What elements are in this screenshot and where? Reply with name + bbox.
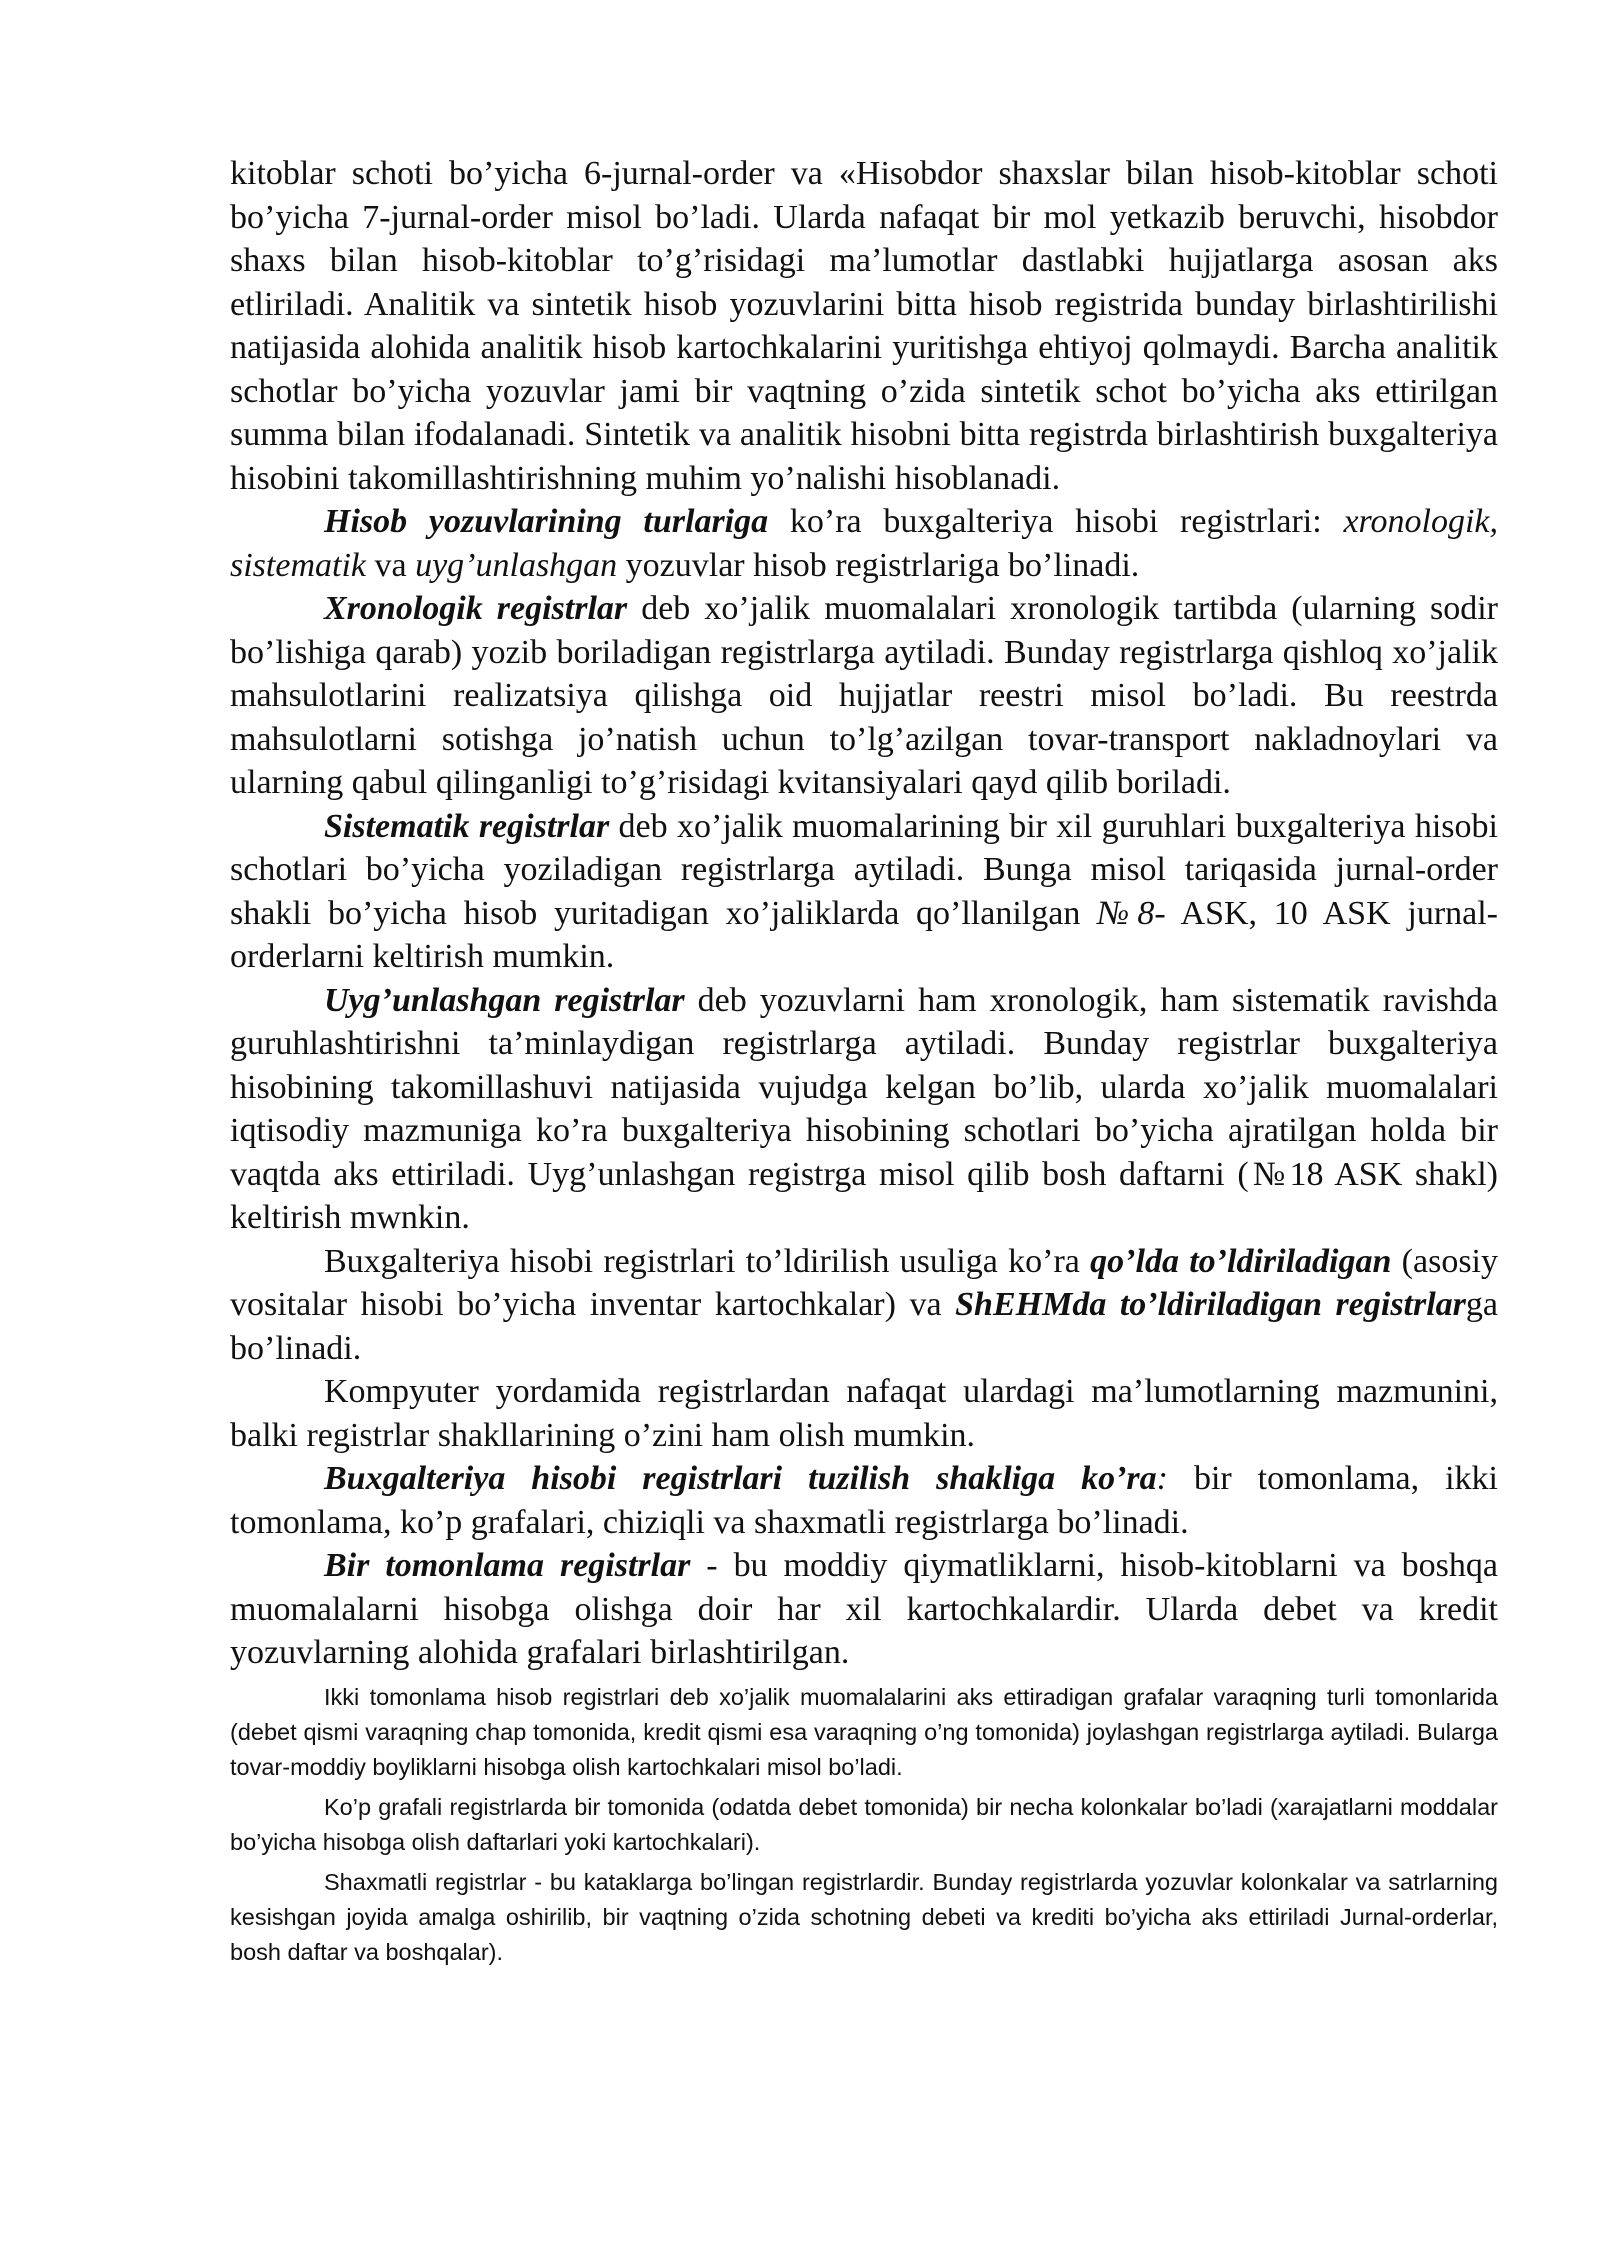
- text-segment: deb xo’jalik muomalarining bir xil guruhlari buxgalteriya hisobi schotlari bo’yicha yoziladigan registrlarga aytiladi. Bunga misol tariqasida jurnal-order shakli bo’yicha hisob yuritadigan xo’jaliklarda qo’llanilgan: [230, 807, 1498, 932]
- text-segment: va: [365, 546, 416, 584]
- term-manual: qo’lda to’ldiriladigan: [1090, 1242, 1392, 1280]
- paragraph-computer: Kompyuter yordamida registrlardan nafaqat ulardagi ma’lumotlarning mazmunini, balki registrlar shakllarining o’zini ham olish mumkin.: [230, 1373, 1498, 1454]
- paragraph-one-sided: [230, 1544, 1498, 1675]
- paragraph-journal-orders: kitoblar schoti bo’yicha 6-jurnal-order va «Hisobdor shaxslar bilan hisob-kitoblar schoti bo’yicha 7-jurnal-order misol bo’ladi. Ularda nafaqat bir mol yetkazib beruvchi, hisobdor shaxs bilan hisob-kitoblar to’g’risidagi ma’lumotlar dastlabki hujjatlarga asosan aks etliriladi. Analitik va sintetik hisob yozuvlarini bitta hisob registrida bunday birlashtirilishi natijasida alohida analitik hisob kartochkalarini yuritishga ehtiyoj qolmaydi. Barcha analitik schotlar bo’yicha yozuvlar jami bir vaqtning o’zida sintetik schot bo’yicha aks ettirilgan summa bilan ifodalanadi. Sintetik va analitik hisobni bitta registrda birlashtirish buxgalteriya hisobini takomillashtirishning muhim yo’nalishi hisoblanadi.: [230, 155, 1498, 497]
- term-chronological: Xronologik registrlar: [324, 590, 628, 627]
- text-segment: bir tomonlama, ikki tomonlama, ko’p grafalari, chiziqli va shaxmatli registrlarga bo’linadi.: [230, 1460, 1499, 1541]
- term-one-sided: Bir tomonlama registrlar: [324, 1547, 691, 1584]
- text-segment: - ASK, 10 ASK jurnal-orderlarni keltirish mumkin.: [230, 894, 1499, 975]
- italic-types: xronologik, sistematik: [230, 503, 1499, 584]
- paragraph-multi-column: Ko’p grafali registrlarda bir tomonida (odatda debet tomonida) bir necha kolonkalar bo’ladi (xarajatlarni moddalar bo’yicha hisobga olish daftarlari yoki kartochkalari).: [230, 1793, 1498, 1855]
- italic-type: uyg’unlashgan: [415, 546, 618, 584]
- text-segment: deb xo’jalik muomalalari xronologik tartibda (ularning sodir bo’lishiga qarab) yozib boriladigan registrlarga aytiladi. Bunday registrlarga qishloq xo’jalik mahsulotlarini realizatsiya qilishga oid hujjatlar reestri misol bo’ladi. Bu reestrda mahsulotlarni sotishga jo’natish uchun to’lg’azilgan tovar-transport nakladnoylari va ularning qabul qilinganligi to’g’risidagi kvitansiyalari qayd qilib boriladi.: [230, 590, 1498, 801]
- text-segment: - bu moddiy qiymatliklarni, hisob-kitoblarni va boshqa muomalalarni hisobga olishga doir har xil kartochkalardir. Ularda debet va kredit yozuvlarning alohida grafalari birlashtirilgan.: [230, 1547, 1498, 1671]
- text-segment: Buxgalteriya hisobi registrlari to’ldirilish usuliga ko’ra: [324, 1242, 1091, 1280]
- term-combined: Uyg’unlashgan registrlar: [324, 981, 685, 1019]
- term-structure: Buxgalteriya hisobi registrlari tuzilish shakliga ko’ra: [324, 1460, 1157, 1497]
- paragraph-filling-method: [230, 1240, 1498, 1371]
- paragraph-combined: [230, 979, 1498, 1240]
- term-computer: ShEHMda to’ldiriladigan registrlar: [955, 1286, 1466, 1323]
- text-segment: ko’ra buxgalteriya hisobi registrlari:: [768, 503, 1344, 540]
- paragraph-two-sided: Ikki tomonlama hisob registrlari deb xo’jalik muomalalarini aks ettiradigan grafalar varaqning turli tomonlarida (debet qismi varaqning chap tomonida, kredit qismi esa varaqning o’ng tomonida) joylashgan registrlarga aytiladi. Bularga tovar-moddiy boyliklarni hisobga olish kartochkalari misol bo’ladi.: [230, 1683, 1498, 1780]
- text-segment: deb yozuvlarni ham xronologik, ham sistematik ravishda guruhlashtirishni ta’minlaydigan registrlarga aytiladi. Bunday registrlar buxgalteriya hisobining takomillashuvi natijasida vujudga kelgan bo’lib, ularda xo’jalik muomalalari iqtisodiy mazmuniga ko’ra buxgalteriya hisobining schotlari bo’yicha ajratilgan holda bir vaqtda aks ettiriladi. Uyg’unlashgan registrga misol qilib bosh daftarni (№18 ASK shakl) keltirish mwnkin.: [230, 981, 1498, 1236]
- paragraph-record-types: [230, 500, 1498, 587]
- text-segment: (asosiy vositalar hisobi bo’yicha inventar kartochkalar) va: [230, 1242, 1498, 1323]
- italic-number: №8: [1097, 894, 1155, 932]
- paragraph-chronological: [230, 587, 1498, 805]
- term-record-types: Hisob yozuvlarining turlariga: [324, 503, 769, 540]
- colon-mark: :: [1156, 1460, 1168, 1497]
- paragraph-chess: Shaxmatli registrlar - bu kataklarga bo’lingan registrlardir. Bunday registrlarda yozuvlar kolonkalar va satrlarning kesishgan joyida amalga oshirilib, bir vaqtning o’zida schotning debeti va krediti bo’yicha aks ettiriladi Jurnal-orderlar, bosh daftar va boshqalar).: [230, 1868, 1498, 1965]
- term-systematic: Sistematik registrlar: [324, 807, 610, 845]
- text-segment: yozuvlar hisob registrlariga bo’linadi.: [617, 546, 1140, 584]
- paragraph-structure: [230, 1457, 1498, 1544]
- text-segment: ga bo’linadi.: [230, 1286, 1498, 1367]
- paragraph-systematic: [230, 805, 1498, 979]
- document-page: [230, 152, 1498, 1970]
